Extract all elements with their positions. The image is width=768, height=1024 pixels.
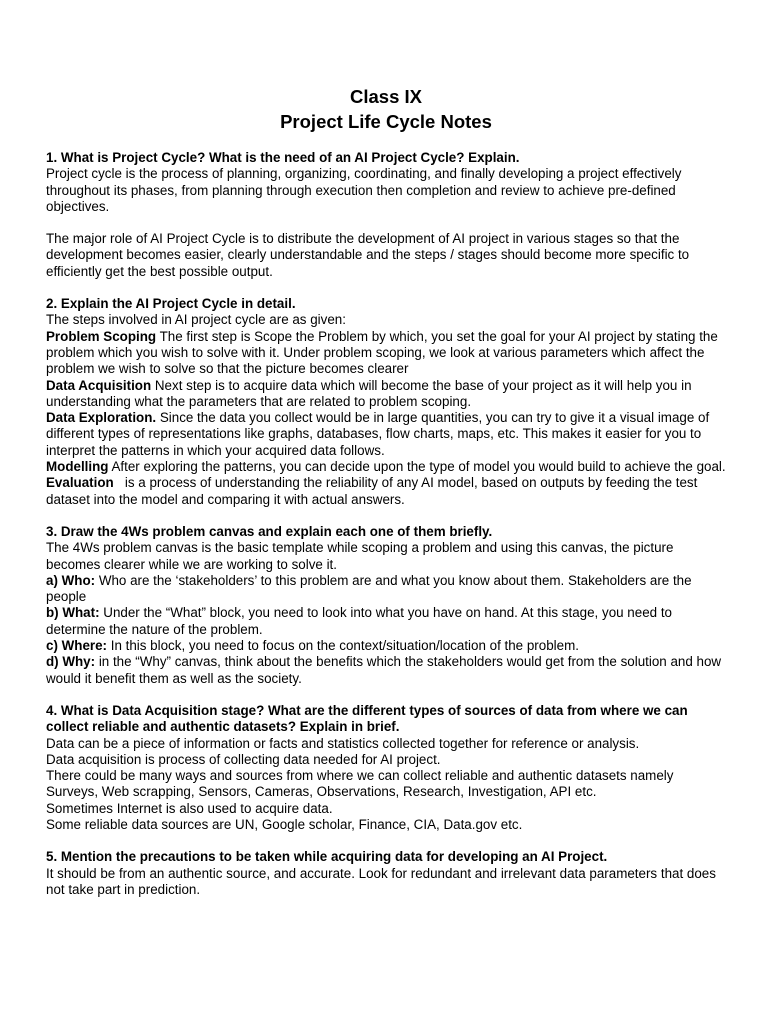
canvas-text: Under the “What” block, you need to look into what you have on hand. At this stage, you need to determine the nature of the problem.: [46, 605, 672, 637]
answer-3-intro: The 4Ws problem canvas is the basic template while scoping a problem and using this canvas, the picture becomes clearer while we are working to solve it.: [46, 540, 674, 572]
step-term: Data Exploration.: [46, 410, 157, 426]
question-1: 1. What is Project Cycle? What is the need of an AI Project Cycle? Explain.: [46, 150, 520, 165]
question-4: 4. What is Data Acquisition stage? What are the different types of sources of data from where we can collect reliable and authentic datasets? Explain in brief.: [46, 702, 688, 735]
step-text: Since the data you collect would be in large quantities, you can try to give it a visual image of different types of representations like graphs, databases, flow charts, maps, etc. This makes it easier for you to interpret the patterns in which your acquired data follows.: [46, 410, 710, 458]
canvas-term: b) What:: [46, 605, 100, 621]
canvas-what: [46, 605, 726, 638]
step-term: Data Acquisition: [46, 377, 152, 393]
answer-4-line-1: Data can be a piece of information or facts and statistics collected together for reference or analysis.: [46, 735, 640, 751]
step-term: Evaluation: [46, 475, 114, 491]
document-header: [46, 84, 726, 134]
section-2: [46, 296, 726, 508]
step-modelling: [46, 459, 726, 475]
section-5: [46, 849, 726, 898]
step-term: Modelling: [46, 459, 109, 475]
canvas-term: c) Where:: [46, 638, 108, 654]
canvas-who: [46, 573, 726, 606]
answer-1-paragraph-2: The major role of AI Project Cycle is to distribute the development of AI project in various stages so that the development becomes easier, clearly understandable and the steps / stages should become more specific to efficiently get the best possible output.: [46, 231, 690, 279]
answer-2-intro: The steps involved in AI project cycle are as given:: [46, 312, 346, 328]
section-4: [46, 703, 726, 833]
answer-5-paragraph: It should be from an authentic source, and accurate. Look for redundant and irrelevant data parameters that does not take part in prediction.: [46, 865, 716, 897]
step-text: is a process of understanding the reliability of any AI model, based on outputs by feeding the test dataset into the model and comparing it with actual answers.: [46, 475, 702, 507]
step-text: Next step is to acquire data which will become the base of your project as it will help you in understanding what the parameters that are related to problem scoping.: [46, 377, 692, 409]
canvas-text: In this block, you need to focus on the context/situation/location of the problem.: [107, 638, 579, 654]
step-term: Problem Scoping: [46, 328, 157, 344]
step-evaluation: [46, 475, 726, 508]
document-title: Project Life Cycle Notes: [280, 111, 492, 132]
answer-4-line-2: Data acquisition is process of collecting data needed for AI project.: [46, 751, 441, 767]
step-text: The first step is Scope the Problem by which, you set the goal for your AI project by stating the problem which you wish to solve with it. Under problem scoping, we look at various parameters which affect the problem we wish to solve so that the picture becomes clearer: [46, 328, 718, 377]
class-title: Class IX: [350, 86, 422, 107]
canvas-text: Who are the ‘stakeholders’ to this problem are and what you know about them. Stakeholders are the people: [46, 572, 692, 605]
answer-4-line-3: There could be many ways and sources from where we can collect reliable and authentic datasets namely Surveys, Web scrapping, Sensors, Cameras, Observations, Research, Investigation, API etc.: [46, 768, 674, 800]
question-5: 5. Mention the precautions to be taken while acquiring data for developing an AI Project.: [46, 849, 608, 865]
answer-4-line-5: Some reliable data sources are UN, Google scholar, Finance, CIA, Data.gov etc.: [46, 816, 523, 832]
canvas-where: [46, 638, 726, 654]
section-1: [46, 150, 726, 280]
step-data-exploration: [46, 410, 726, 459]
canvas-term: a) Who:: [46, 572, 96, 588]
step-data-acquisition: [46, 378, 726, 411]
step-text: After exploring the patterns, you can decide upon the type of model you would build to achieve the goal.: [108, 459, 726, 475]
question-2: 2. Explain the AI Project Cycle in detail.: [46, 296, 296, 312]
section-3: [46, 524, 726, 687]
answer-4-line-4: Sometimes Internet is also used to acquire data.: [46, 800, 333, 816]
canvas-term: d) Why:: [46, 654, 96, 670]
canvas-text: in the “Why” canvas, think about the benefits which the stakeholders would get from the solution and how would it benefit them as well as the society.: [46, 654, 722, 686]
answer-1-paragraph-1: Project cycle is the process of planning, organizing, coordinating, and finally developing a project effectively throughout its phases, from planning through execution then completion and review to achieve pre-defined objectives.: [46, 166, 682, 214]
canvas-why: [46, 654, 726, 687]
question-3: 3. Draw the 4Ws problem canvas and explain each one of them briefly.: [46, 523, 493, 539]
step-problem-scoping: [46, 329, 726, 378]
